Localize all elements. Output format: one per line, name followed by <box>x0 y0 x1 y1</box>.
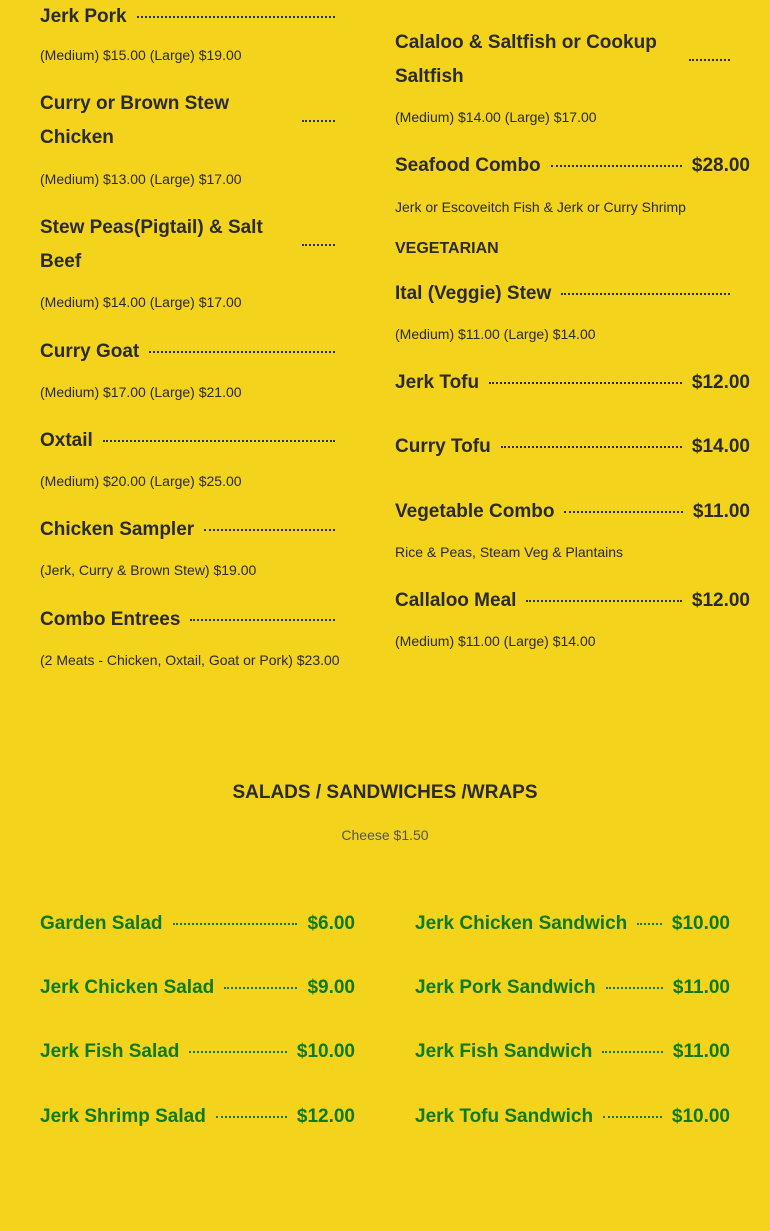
leader-dots <box>489 382 682 384</box>
item-price: $28.00 <box>691 155 750 176</box>
item-description: (Medium) $20.00 (Large) $25.00 <box>40 473 242 489</box>
leader-dots <box>216 1116 287 1118</box>
item-price: $14.00 <box>691 436 750 457</box>
item-name: Curry Tofu <box>395 436 491 457</box>
item-description: (Medium) $15.00 (Large) $19.00 <box>40 47 242 63</box>
item-description: (Medium) $17.00 (Large) $21.00 <box>40 384 242 400</box>
item-name: Jerk Pork <box>40 6 127 27</box>
menu-item-jerk-shrimp-salad <box>40 1100 355 1134</box>
item-description: (2 Meats - Chicken, Oxtail, Goat or Pork) $23.00 <box>40 652 340 668</box>
menu-item-ital-stew <box>395 277 740 311</box>
leader-dots <box>603 1116 662 1118</box>
item-description: (Medium) $14.00 (Large) $17.00 <box>395 109 597 125</box>
item-name: Garden Salad <box>40 913 163 934</box>
menu-item-chicken-sampler <box>40 513 345 547</box>
item-name: Jerk Tofu Sandwich <box>415 1106 594 1127</box>
item-name: Jerk Shrimp Salad <box>40 1106 206 1127</box>
leader-dots <box>561 293 730 295</box>
item-name: Calaloo & Saltfish or Cookup Saltfish <box>395 32 657 87</box>
item-description: (Medium) $11.00 (Large) $14.00 <box>395 633 596 649</box>
leader-dots <box>302 244 335 246</box>
leader-dots <box>190 619 335 621</box>
item-name: Seafood Combo <box>395 155 541 176</box>
item-description: (Medium) $14.00 (Large) $17.00 <box>40 294 242 310</box>
item-name: Curry or Brown Stew Chicken <box>40 93 229 148</box>
item-name: Combo Entrees <box>40 609 181 630</box>
menu-item-jerk-tofu-sandwich <box>415 1100 730 1134</box>
item-name: Oxtail <box>40 430 93 451</box>
section-heading-salads: SALADS / SANDWICHES /WRAPS <box>232 782 538 803</box>
item-description: Rice & Peas, Steam Veg & Plantains <box>395 544 624 560</box>
menu-item-calaloo-saltfish <box>395 26 740 94</box>
menu-item-curry-chicken <box>40 87 345 155</box>
menu-item-curry-goat <box>40 335 345 369</box>
menu-item-jerk-fish-sandwich <box>415 1035 730 1069</box>
item-name: Jerk Fish Sandwich <box>415 1041 593 1062</box>
leader-dots <box>103 440 335 442</box>
leader-dots <box>606 987 663 989</box>
menu-item-jerk-chicken-salad <box>40 971 355 1005</box>
leader-dots <box>602 1051 663 1053</box>
menu-item-jerk-pork-sandwich <box>415 971 730 1005</box>
leader-dots <box>501 446 682 448</box>
menu-item-jerk-fish-salad <box>40 1035 355 1069</box>
item-name: Jerk Pork Sandwich <box>415 977 596 998</box>
section-subtitle: Cheese $1.50 <box>341 827 429 843</box>
item-price: $11.00 <box>692 501 750 522</box>
item-description: (Jerk, Curry & Brown Stew) $19.00 <box>40 562 257 578</box>
item-name: Ital (Veggie) Stew <box>395 283 552 304</box>
menu-item-jerk-tofu <box>395 366 750 400</box>
menu-item-callaloo-meal <box>395 584 750 618</box>
leader-dots <box>204 529 335 531</box>
leader-dots <box>149 351 335 353</box>
item-price: $6.00 <box>307 913 355 934</box>
leader-dots <box>689 59 730 61</box>
item-price: $12.00 <box>691 372 750 393</box>
item-name: Curry Goat <box>40 341 140 362</box>
menu-item-oxtail <box>40 424 345 458</box>
item-name: Callaloo Meal <box>395 590 517 611</box>
leader-dots <box>551 165 682 167</box>
menu-item-vegetable-combo <box>395 495 750 529</box>
item-description: (Medium) $11.00 (Large) $14.00 <box>395 326 596 342</box>
leader-dots <box>224 987 297 989</box>
item-description: Jerk or Escoveitch Fish & Jerk or Curry Shrimp <box>395 199 686 215</box>
item-price: $12.00 <box>691 590 750 611</box>
menu-item-jerk-chicken-sandwich <box>415 907 730 941</box>
item-price: $11.00 <box>672 1041 730 1062</box>
item-name: Stew Peas(Pigtail) & Salt Beef <box>40 217 263 272</box>
item-name: Chicken Sampler <box>40 519 195 540</box>
item-name: Jerk Chicken Sandwich <box>415 913 628 934</box>
item-price: $11.00 <box>672 977 730 998</box>
item-name: Jerk Chicken Salad <box>40 977 215 998</box>
item-price: $10.00 <box>671 913 730 934</box>
section-heading-vegetarian: VEGETARIAN <box>395 240 499 257</box>
leader-dots <box>564 511 683 513</box>
leader-dots <box>137 16 335 18</box>
leader-dots <box>637 923 662 925</box>
menu-item-curry-tofu <box>395 430 750 464</box>
item-price: $10.00 <box>671 1106 730 1127</box>
item-price: $12.00 <box>296 1106 355 1127</box>
leader-dots <box>302 120 335 122</box>
item-name: Jerk Fish Salad <box>40 1041 180 1062</box>
item-name: Vegetable Combo <box>395 501 555 522</box>
item-price: $9.00 <box>307 977 355 998</box>
menu-item-garden-salad <box>40 907 355 941</box>
leader-dots <box>173 923 298 925</box>
menu-item-jerk-pork <box>40 0 345 34</box>
menu-item-seafood-combo <box>395 149 750 183</box>
item-price: $10.00 <box>296 1041 355 1062</box>
leader-dots <box>189 1051 286 1053</box>
menu-item-stew-peas <box>40 211 345 279</box>
leader-dots <box>526 600 681 602</box>
item-name: Jerk Tofu <box>395 372 480 393</box>
menu-item-combo-entrees <box>40 603 345 637</box>
item-description: (Medium) $13.00 (Large) $17.00 <box>40 171 242 187</box>
